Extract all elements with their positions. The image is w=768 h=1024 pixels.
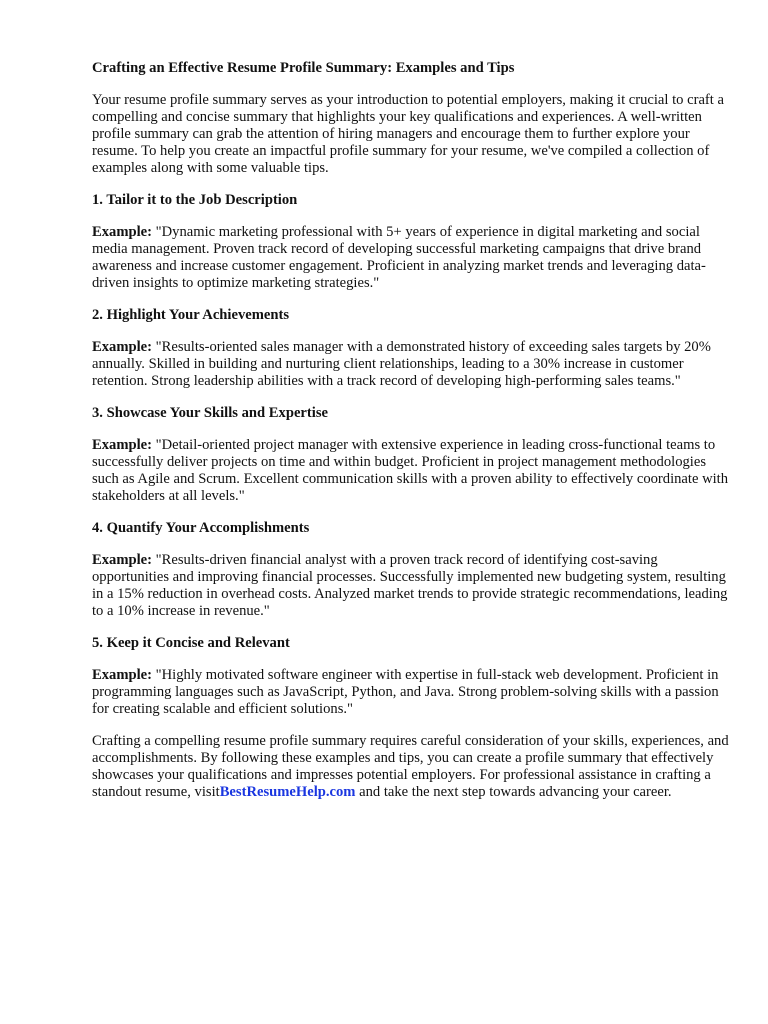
tip-example	[92, 667, 732, 718]
example-text: "Dynamic marketing professional with 5+ years of experience in digital marketing and social media management. Proven track record of developing successful marketing campaigns that drive brand awareness and increase customer engagement. Proficient in analyzing market trends and leveraging data-driven insights to optimize marketing strategies."	[92, 224, 706, 291]
example-label: Example:	[92, 437, 152, 453]
intro-paragraph: Your resume profile summary serves as your introduction to potential employers, making it crucial to craft a compelling and concise summary that highlights your key qualifications and experiences. A well-written profile summary can grab the attention of hiring managers and encourage them to further explore your resume. To help you create an impactful profile summary for your resume, we've compiled a collection of examples along with some valuable tips.	[92, 92, 724, 176]
example-label: Example:	[92, 552, 152, 568]
example-label: Example:	[92, 339, 152, 355]
tip-heading: 3. Showcase Your Skills and Expertise	[92, 405, 328, 421]
tip-heading: 4. Quantify Your Accomplishments	[92, 520, 310, 536]
example-text: "Results-oriented sales manager with a demonstrated history of exceeding sales targets by 20% annually. Skilled in building and nurturing client relationships, leading to a 30% increase in customer retention. Strong leadership abilities with a track record of developing high-performing sales teams."	[92, 339, 711, 389]
example-label: Example:	[92, 224, 152, 240]
example-label: Example:	[92, 667, 152, 683]
tip-section-2	[92, 307, 732, 390]
tip-heading: 5. Keep it Concise and Relevant	[92, 635, 290, 651]
tip-section-5	[92, 635, 732, 718]
example-text: "Detail-oriented project manager with extensive experience in leading cross-functional teams to successfully deliver projects on time and within budget. Proficient in project management methodologies such as Agile and Scrum. Excellent communication skills with a proven ability to effectively coordinate with stakeholders at all levels."	[92, 437, 729, 504]
conclusion-text-end: and take the next step towards advancing your career.	[355, 784, 672, 800]
tip-example	[92, 552, 732, 620]
conclusion-paragraph	[92, 733, 732, 801]
document-title: Crafting an Effective Resume Profile Summary: Examples and Tips	[92, 60, 515, 76]
document-page	[92, 60, 732, 801]
best-resume-help-link[interactable]: BestResumeHelp.com	[219, 784, 356, 800]
tip-example	[92, 437, 732, 505]
tip-section-3	[92, 405, 732, 505]
tip-section-1	[92, 192, 732, 292]
tip-heading: 2. Highlight Your Achievements	[92, 307, 290, 323]
tip-section-4	[92, 520, 732, 620]
example-text: "Results-driven financial analyst with a proven track record of identifying cost-saving opportunities and improving financial processes. Successfully implemented new budgeting system, resulting in a 15% reduction in overhead costs. Analyzed market trends to provide strategic recommendations, leading to a 10% increase in revenue."	[92, 552, 728, 619]
conclusion-text: Crafting a compelling resume profile summary requires careful consideration of your skills, experiences, and accomplishments. By following these examples and tips, you can create a profile summary that effectively showcases your qualifications and impresses potential employers. For professional assistance in crafting a standout resume, visit	[92, 733, 729, 800]
example-text: "Highly motivated software engineer with expertise in full-stack web development. Proficient in programming languages such as JavaScript, Python, and Java. Strong problem-solving skills with a passion for creating scalable and efficient solutions."	[92, 667, 719, 717]
tip-heading: 1. Tailor it to the Job Description	[92, 192, 298, 208]
tip-example	[92, 224, 732, 292]
tip-example	[92, 339, 732, 390]
